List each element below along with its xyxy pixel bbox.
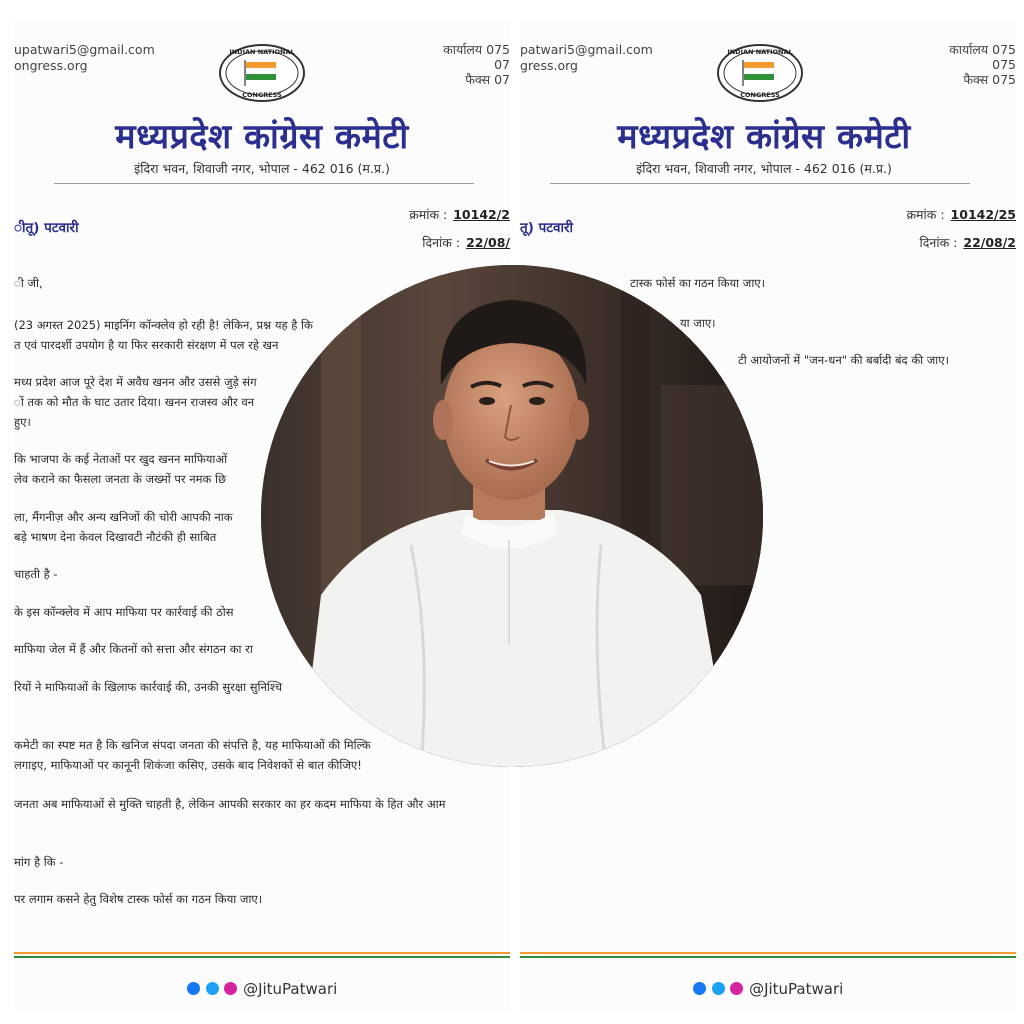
office-fax: फैक्स 075: [963, 72, 1016, 87]
body-line: टी आयोजनों में "जन-धन" की बर्बादी बंद की जाए।: [738, 353, 950, 367]
date-label: दिनांक :: [919, 235, 958, 250]
portrait-illustration: [261, 265, 766, 767]
committee-address: इंदिरा भवन, शिवाजी नगर, भोपाल - 462 016 (म.प्र.): [134, 161, 390, 176]
body-line: टास्क फोर्स का गठन किया जाए।: [630, 276, 766, 290]
contact-email-block: [14, 42, 155, 74]
letter-date: [422, 234, 510, 251]
footer-social: [14, 980, 510, 998]
reference-value: 10142/25: [950, 207, 1016, 222]
office-phone-2: 075: [992, 57, 1016, 72]
social-handle: @JituPatwari: [243, 980, 338, 998]
office-contact-block: [443, 42, 510, 87]
logo-text-top: INDIAN NATIONAL: [727, 48, 793, 56]
green-stripe: [520, 956, 1016, 958]
body-line: लगाइए, माफियाओं पर कानूनी शिकंजा कसिए, उसके बाद निवेशकों से बात कीजिए!: [14, 758, 362, 772]
logo-text-top: INDIAN NATIONAL: [229, 48, 295, 56]
twitter-icon: [206, 982, 219, 995]
facebook-icon: [187, 982, 200, 995]
body-line: हुए।: [14, 415, 31, 429]
office-fax: फैक्स 07: [465, 72, 510, 87]
congress-logo: [216, 40, 308, 106]
body-line: ी जी,: [14, 276, 43, 290]
body-line: या जाए।: [680, 316, 716, 330]
office-phone: कार्यालय 075: [949, 42, 1016, 57]
logo-text-bottom: CONGRESS: [740, 91, 780, 99]
reference-value: 10142/2: [453, 207, 510, 222]
body-line: ला, मैंगनीज़ और अन्य खनिजों की चोरी आपकी नाक: [14, 510, 233, 524]
date-label: दिनांक :: [422, 235, 461, 250]
office-phone-2: 07: [494, 57, 510, 72]
contact-website: gress.org: [520, 58, 578, 73]
body-line: (23 अगस्त 2025) माइनिंग कॉन्क्लेव हो रही है! लेकिन, प्रश्न यह है कि: [14, 318, 313, 332]
date-value: 22/08/2: [963, 235, 1016, 250]
committee-address: इंदिरा भवन, शिवाजी नगर, भोपाल - 462 016 (म.प्र.): [636, 161, 892, 176]
logo-text-bottom: CONGRESS: [242, 91, 282, 99]
letter-date: [920, 234, 1016, 251]
footer-social: [520, 980, 1016, 998]
reference-number: [906, 206, 1016, 223]
body-line: बड़े भाषण देना केवल दिखावटी नौटंकी ही साबित: [14, 530, 217, 544]
contact-email: upatwari5@gmail.com: [14, 42, 155, 57]
body-line: ों तक को मौत के घाट उतार दिया। खनन राजस्व और वन: [14, 395, 255, 409]
portrait-photo: [261, 265, 766, 767]
saffron-stripe: [520, 952, 1016, 954]
addressee-name: ीतू) पटवारी: [14, 220, 79, 236]
body-line: के इस कॉन्क्लेव में आप माफिया पर कार्रवाई की ठोस: [14, 605, 234, 619]
body-line: माफिया जेल में हैं और कितनों को सत्ता और संगठन का रा: [14, 642, 253, 656]
office-phone: कार्यालय 075: [443, 42, 510, 57]
body-line: मध्य प्रदेश आज पूरे देश में अवैध खनन और उससे जुड़े संग: [14, 375, 257, 389]
body-line: लेव कराने का फैसला जनता के जख्मों पर नमक छि: [14, 472, 227, 486]
contact-email-block: [520, 42, 653, 74]
body-line: पर लगाम कसने हेतु विशेष टास्क फोर्स का गठन किया जाए।: [14, 892, 263, 906]
body-line: त एवं पारदर्शी उपयोग है या फिर सरकारी संरक्षण में पल रहे खन: [14, 338, 279, 352]
body-line: कि भाजपा के कई नेताओं पर खुद खनन माफियाओं: [14, 452, 228, 466]
date-value: 22/08/: [466, 235, 510, 250]
facebook-icon: [693, 982, 706, 995]
twitter-icon: [712, 982, 725, 995]
reference-label: क्रमांक :: [906, 207, 945, 222]
instagram-icon: [730, 982, 743, 995]
office-contact-block: [949, 42, 1016, 87]
body-line: रियों ने माफियाओं के खिलाफ कार्रवाई की, उनकी सुरक्षा सुनिश्चि: [14, 680, 283, 694]
social-handle: @JituPatwari: [749, 980, 844, 998]
committee-title: मध्यप्रदेश कांग्रेस कमेटी: [617, 117, 911, 157]
contact-website: ongress.org: [14, 58, 88, 73]
body-line: चाहती है -: [14, 567, 58, 581]
body-line: जनता अब माफियाओं से मुक्ति चाहती है, लेकिन आपकी सरकार का हर कदम माफिया के हित और आम: [14, 797, 446, 811]
body-line: मांग है कि -: [14, 855, 64, 869]
congress-logo: [714, 40, 806, 106]
body-line: कमेटी का स्पष्ट मत है कि खनिज संपदा जनता की संपत्ति है, यह माफियाओं की मिल्कि: [14, 738, 371, 752]
reference-label: क्रमांक :: [409, 207, 448, 222]
contact-email: patwari5@gmail.com: [520, 42, 653, 57]
header-divider: [550, 183, 970, 184]
green-stripe: [14, 956, 510, 958]
committee-title: मध्यप्रदेश कांग्रेस कमेटी: [115, 117, 409, 157]
instagram-icon: [224, 982, 237, 995]
header-divider: [54, 183, 474, 184]
reference-number: [409, 206, 510, 223]
addressee-name: तू) पटवारी: [520, 220, 574, 236]
saffron-stripe: [14, 952, 510, 954]
